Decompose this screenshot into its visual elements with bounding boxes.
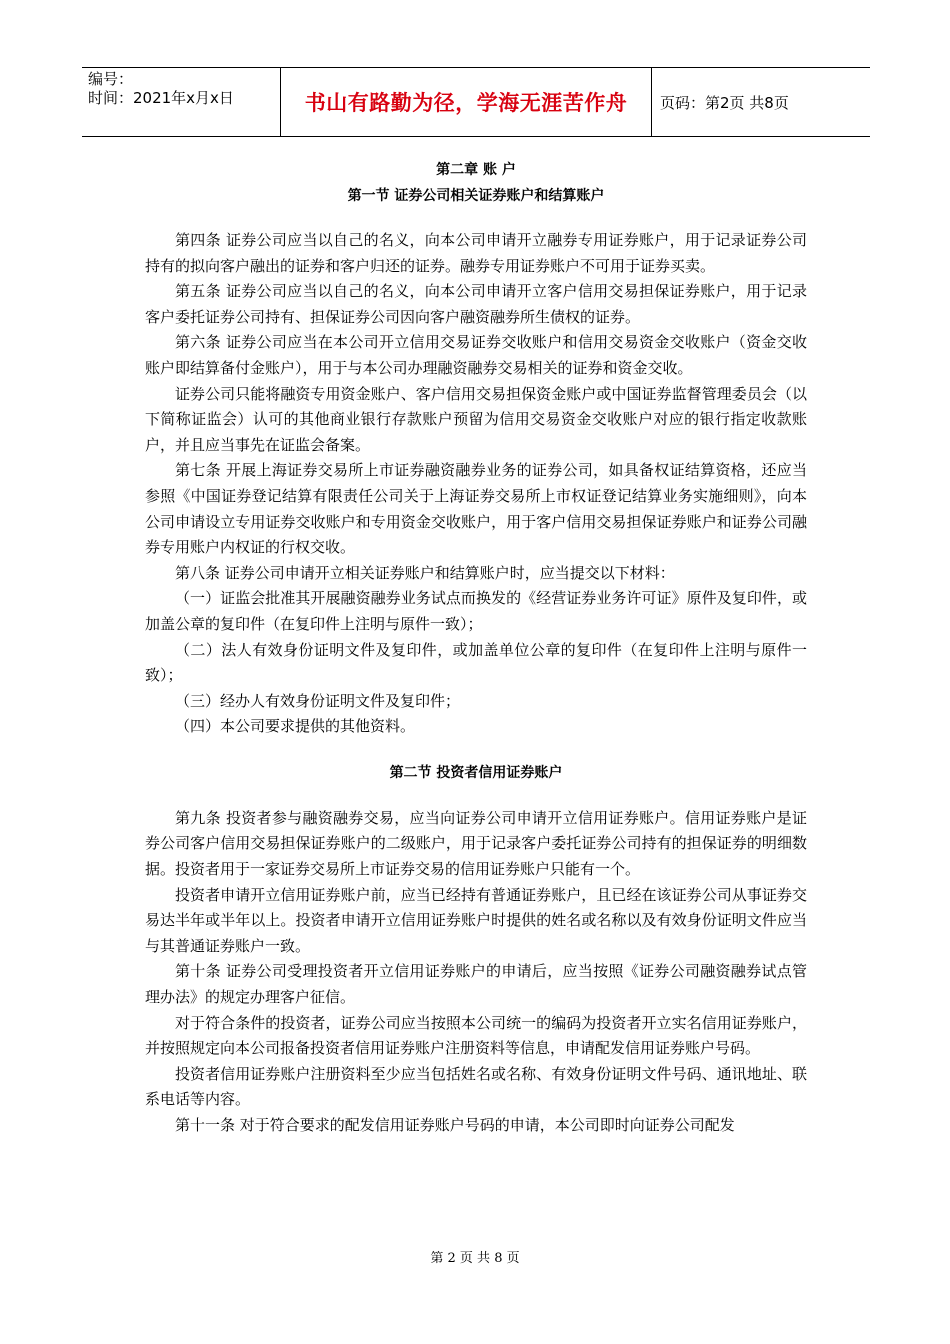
- paragraph: 第六条 证券公司应当在本公司开立信用交易证券交收账户和信用交易资金交收账户（资金交收账户即结算备付金账户），用于与本公司办理融资融券交易相关的证券和资金交收。: [145, 333, 807, 377]
- header-meta: [82, 68, 280, 136]
- section-title: 第一节 证券公司相关证券账户和结算账户: [347, 188, 605, 204]
- paragraph: 第十一条 对于符合要求的配发信用证券账户号码的申请，本公司即时向证券公司配发: [175, 1116, 735, 1134]
- header-motto: 书山有路勤为径，学海无涯苦作舟: [280, 68, 652, 136]
- paragraph: 第五条 证券公司应当以自己的名义，向本公司申请开立客户信用交易担保证券账户，用于记录客户委托证券公司持有、担保证券公司因向客户融资融券所生债权的证券。: [145, 282, 807, 326]
- paragraph: 对于符合条件的投资者，证券公司应当按照本公司统一的编码为投资者开立实名信用证券账户，并按照规定向本公司报备投资者信用证券账户注册资料等信息，申请配发信用证券账户号码。: [145, 1013, 807, 1058]
- section-1-paragraphs: [145, 228, 807, 740]
- document-body: [145, 157, 807, 1139]
- paragraph: （一）证监会批准其开展融资融券业务试点而换发的《经营证券业务许可证》原件及复印件，或加盖公章的复印件（在复印件上注明与原件一致）；: [145, 589, 807, 633]
- paragraph: 第九条 投资者参与融资融券交易，应当向证券公司申请开立信用证券账户。信用证券账户是证券公司客户信用交易担保证券账户的二级账户，用于记录客户委托证券公司持有的担保证券的明细数据。投资者用于一家证券交易所上市证券交易的信用证券账户只能有一个。: [145, 808, 807, 879]
- paragraph: 投资者申请开立信用证券账户前，应当已经持有普通证券账户，且已经在该证券公司从事证券交易达半年或半年以上。投资者申请开立信用证券账户时提供的姓名或名称以及有效身份证明文件应当与其普通证券账户一致。: [145, 885, 807, 955]
- paragraph: 第十条 证券公司受理投资者开立信用证券账户的申请后，应当按照《证券公司融资融券试点管理办法》的规定办理客户征信。: [145, 962, 807, 1007]
- header-page-info: 页码：第2页 共8页: [660, 93, 789, 112]
- paragraph: 第八条 证券公司申请开立相关证券账户和结算账户时，应当提交以下材料：: [175, 563, 675, 582]
- paragraph: （三）经办人有效身份证明文件及复印件；: [175, 691, 461, 710]
- page-header: [82, 67, 870, 137]
- page-footer: 第 2 页 共 8 页: [430, 1251, 520, 1266]
- section-title: 第二节 投资者信用证券账户: [389, 764, 563, 781]
- section-2-paragraphs: [145, 806, 807, 1139]
- paragraph: 证券公司只能将融资专用资金账户、客户信用交易担保资金账户或中国证券监督管理委员会（以下简称证监会）认可的其他商业银行存款账户预留为信用交易资金交收账户对应的银行指定收款账户，并且应当事先在证监会备案。: [145, 384, 807, 454]
- paragraph: 投资者信用证券账户注册资料至少应当包括姓名或名称、有效身份证明文件号码、通讯地址、联系电话等内容。: [145, 1064, 807, 1109]
- paragraph: （四）本公司要求提供的其他资料。: [175, 717, 416, 736]
- time-label: 时间：2021年x月x日: [88, 89, 234, 107]
- paragraph: 第四条 证券公司应当以自己的名义，向本公司申请开立融券专用证券账户，用于记录证券公司持有的拟向客户融出的证券和客户归还的证券。融券专用证券账户不可用于证券买卖。: [145, 231, 807, 275]
- paragraph: 第七条 开展上海证券交易所上市证券融资融券业务的证券公司，如具备权证结算资格，还应当参照《中国证券登记结算有限责任公司关于上海证券交易所上市权证登记结算业务实施细则》，向本公司申请设立专用证券交收账户和专用资金交收账户，用于客户信用交易担保证券账户和证券公司融券专用账户内权证的行权交收。: [145, 461, 807, 557]
- number-label: 编号：: [88, 70, 134, 88]
- chapter-title: 第二章 账 户: [436, 162, 516, 178]
- paragraph: （二）法人有效身份证明文件及复印件，或加盖单位公章的复印件（在复印件上注明与原件一致）；: [145, 640, 807, 685]
